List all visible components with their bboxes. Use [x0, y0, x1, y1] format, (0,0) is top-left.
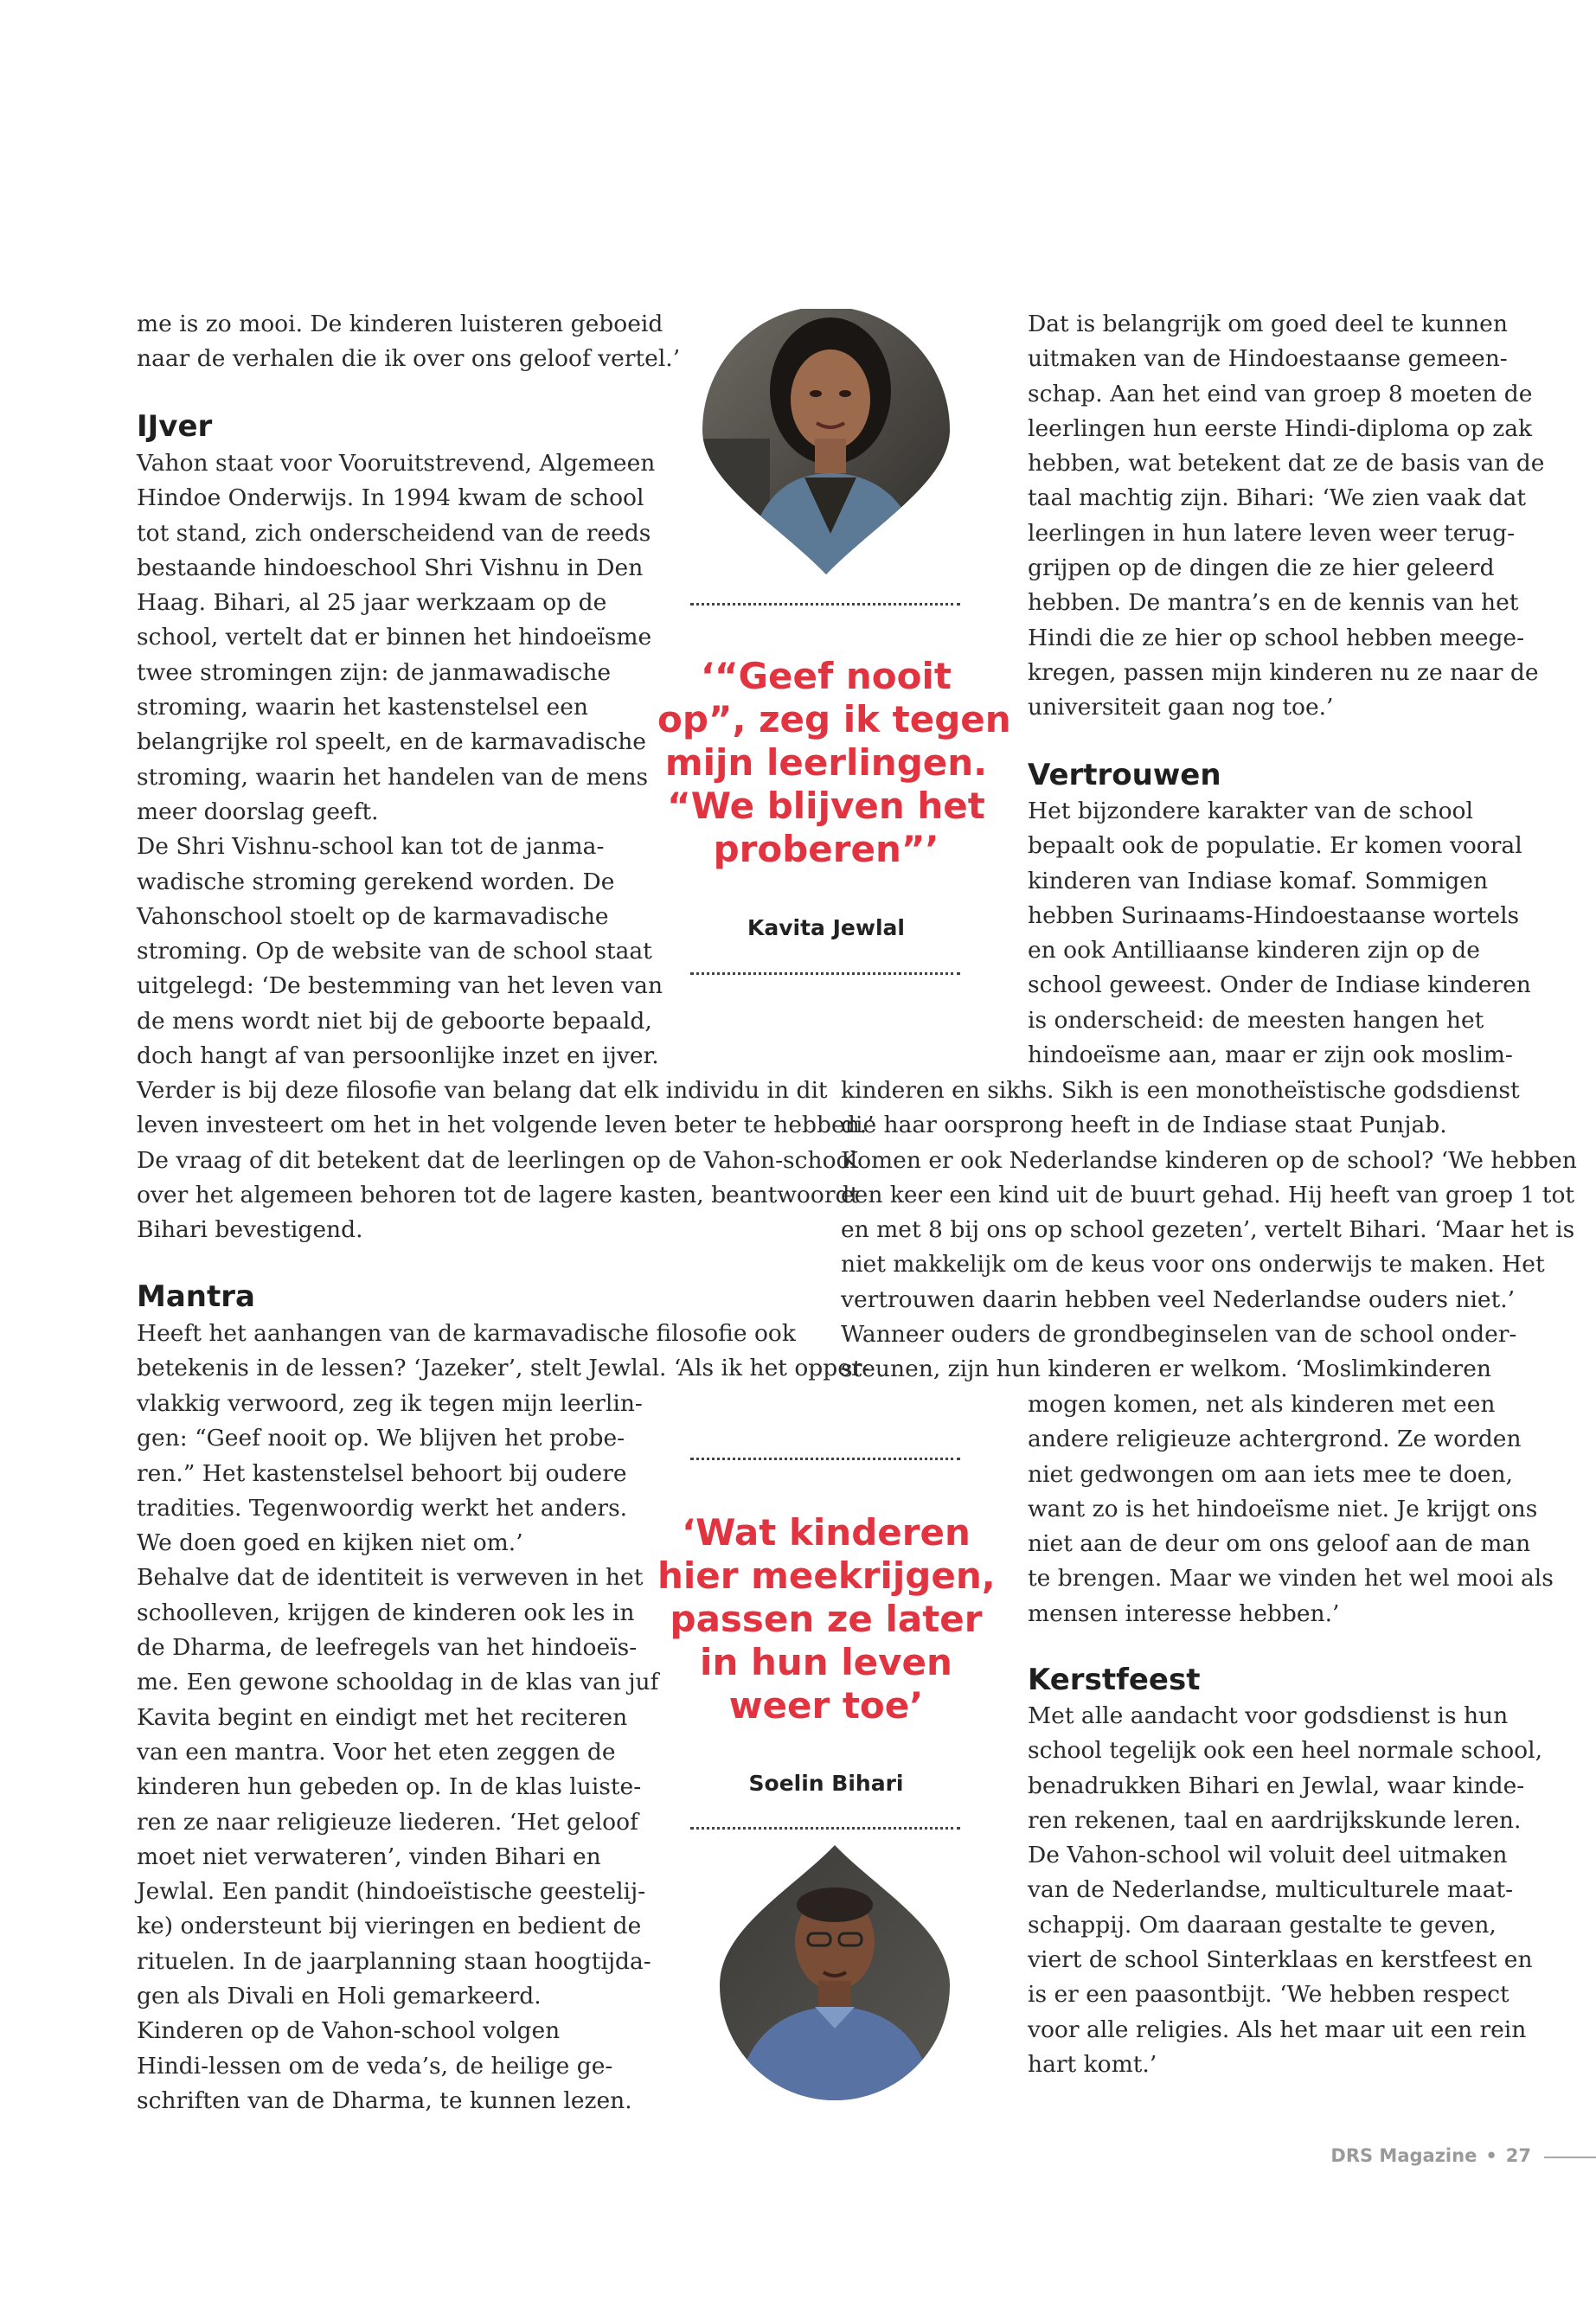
text-line: Vahonschool stoelt op de karmavadische — [137, 902, 609, 930]
text-line: niet gedwongen om aan iets mee te doen, — [1028, 1460, 1513, 1488]
text-line: wadische stroming gerekend worden. De — [137, 868, 615, 895]
text-line: van de Nederlandse, multiculturele maat- — [1028, 1876, 1514, 1904]
text-line: Heeft het aanhangen van de karmavadische filosofie ook — [137, 1320, 796, 1347]
text-line: bestaande hindoeschool Shri Vishnu in Den — [137, 554, 644, 581]
text-line: Dat is belangrijk om goed deel te kunnen — [1028, 311, 1508, 337]
text-line: de mens wordt niet bij de geboorte bepaald, — [137, 1007, 652, 1035]
footer-rule — [1544, 2157, 1596, 2158]
text-line: voor alle religies. Als het maar uit een rein — [1028, 2016, 1527, 2043]
text-line: van een mantra. Voor het eten zeggen de — [137, 1738, 616, 1766]
text-line: hier meekrijgen, — [657, 1554, 996, 1597]
text-line: te brengen. Maar we vinden het wel mooi als — [1028, 1565, 1554, 1593]
col3-intro — [1028, 307, 1544, 726]
text-line: hindoeïsme aan, maar er zijn ook moslim- — [1028, 1042, 1513, 1069]
col3-kerstfeest-text — [1028, 1699, 1542, 2082]
text-line: De vraag of dit betekent dat de leerlingen op de Vahon-school — [137, 1146, 857, 1174]
text-line: niet aan de deur om ons geloof aan de man — [1028, 1530, 1531, 1558]
text-line: ‘Wat kinderen — [682, 1511, 971, 1554]
col1-intro — [137, 307, 680, 377]
col3-vertrouwen-end-text — [1028, 1388, 1554, 1631]
pullquote-1-author: Kavita Jewlal — [747, 915, 905, 940]
text-line: tradities. Tegenwoordig werkt het anders. — [137, 1494, 628, 1522]
text-line: proberen”’ — [713, 828, 939, 870]
text-line: uitgelegd: ‘De bestemming van het leven van — [137, 972, 663, 1000]
text-line: Komen er ook Nederlandse kinderen op de school? ‘We hebben — [841, 1146, 1577, 1174]
text-line: Het bijzondere karakter van de school — [1028, 798, 1473, 824]
text-line: kinderen en sikhs. Sikh is een monotheïstische godsdienst — [841, 1077, 1520, 1104]
text-line: Vahon staat voor Vooruitstrevend, Algemeen — [137, 450, 656, 477]
text-line: die haar oorsprong heeft in de Indiase staat Punjab. — [841, 1112, 1447, 1139]
text-line: Wanneer ouders de grondbeginselen van de school onder- — [841, 1321, 1517, 1349]
text-line: twee stromingen zijn: de janmawadische — [137, 658, 612, 686]
text-line: ke) ondersteunt bij vieringen en bedient de — [137, 1913, 642, 1940]
text-line: Kinderen op de Vahon-school volgen — [137, 2017, 561, 2045]
text-line: naar de verhalen die ik over ons geloof vertel.’ — [137, 345, 681, 373]
text-line: schriften van de Dharma, te kunnen lezen. — [137, 2086, 632, 2114]
text-line: leven investeert om het in het volgende leven beter te hebben.’ — [137, 1112, 875, 1139]
text-line: in hun leven — [700, 1641, 952, 1683]
text-line: Kavita begint en eindigt met het reciteren — [137, 1703, 628, 1731]
text-line: stroming, waarin het handelen van de mens — [137, 763, 649, 791]
text-line: over het algemeen behoren tot de lagere kasten, beantwoordt — [137, 1181, 860, 1208]
text-line: gen: “Geef nooit op. We blijven het probe- — [137, 1425, 625, 1452]
text-line: weer toe’ — [728, 1684, 924, 1727]
heading-vertrouwen: Vertrouwen — [1028, 758, 1221, 792]
pullquote-1 — [657, 655, 1011, 871]
text-line: Hindi-lessen om de veda’s, de heilige ge- — [137, 2052, 613, 2080]
text-line: stroming, waarin het kastenstelsel een — [137, 694, 588, 721]
text-line: school tegelijk ook een heel normale school, — [1028, 1737, 1543, 1765]
portrait-soelin-bihari — [718, 1843, 952, 2102]
text-line: taal machtig zijn. Bihari: ‘We zien vaak dat — [1028, 484, 1527, 512]
text-line: schappij. Om daaraan gestalte te geven, — [1028, 1911, 1497, 1939]
text-line: steunen, zijn hun kinderen er welkom. ‘Moslimkinderen — [841, 1356, 1491, 1383]
text-line: en ook Antilliaanse kinderen zijn op de — [1028, 937, 1480, 965]
text-line: betekenis in de lessen? ‘Jazeker’, stelt Jewlal. ‘Als ik het opper- — [137, 1355, 870, 1382]
divider-dotted — [690, 1827, 960, 1830]
text-line: Met alle aandacht voor godsdienst is hun — [1028, 1702, 1509, 1729]
page-footer — [1330, 2145, 1531, 2166]
text-line: is er een paasontbijt. ‘We hebben respect — [1028, 1981, 1509, 2009]
text-line: Verder is bij deze filosofie van belang dat elk individu in dit — [137, 1077, 828, 1104]
text-line: een keer een kind uit de buurt gehad. Hij heeft van groep 1 tot — [841, 1181, 1575, 1208]
col3-vertrouwen-text — [1028, 794, 1531, 1073]
text-line: mogen komen, net als kinderen met een — [1028, 1391, 1496, 1418]
text-line: benadrukken Bihari en Jewlal, waar kinde- — [1028, 1772, 1525, 1799]
text-line: schap. Aan het eind van groep 8 moeten de — [1028, 380, 1533, 407]
text-line: want zo is het hindoeïsme niet. Je krijgt ons — [1028, 1495, 1538, 1522]
text-line: doch hangt af van persoonlijke inzet en ijver. — [137, 1042, 659, 1070]
text-line: op”, zeg ik tegen — [657, 698, 1011, 740]
text-line: universiteit gaan nog toe.’ — [1028, 694, 1334, 721]
text-line: belangrijke rol speelt, en de karmavadische — [137, 728, 646, 756]
text-line: mijn leerlingen. — [664, 741, 988, 784]
text-line: ren ze naar religieuze liederen. ‘Het geloof — [137, 1808, 638, 1836]
text-line: Hindoe Onderwijs. In 1994 kwam de school — [137, 484, 644, 512]
text-line: kregen, passen mijn kinderen nu ze naar de — [1028, 658, 1539, 686]
pullquote-2-author: Soelin Bihari — [748, 1771, 904, 1796]
text-line: De Shri Vishnu-school kan tot de janma- — [137, 833, 605, 861]
text-line: mensen interesse hebben.’ — [1028, 1599, 1340, 1627]
heading-ijver: IJver — [137, 409, 213, 444]
text-line: stroming. Op de website van de school staat — [137, 938, 652, 965]
heading-kerstfeest: Kerstfeest — [1028, 1663, 1201, 1697]
text-line: meer doorslag geeft. — [137, 798, 379, 825]
text-line: Behalve dat de identiteit is verweven in het — [137, 1564, 644, 1592]
text-line: me is zo mooi. De kinderen luisteren geboeid — [137, 311, 663, 337]
text-line: ren rekenen, taal en aardrijkskunde leren. — [1028, 1806, 1522, 1834]
divider-dotted — [690, 603, 960, 606]
divider-dotted — [690, 1458, 960, 1460]
divider-dotted — [690, 972, 960, 975]
text-line: Bihari bevestigend. — [137, 1216, 363, 1244]
footer-page-number: 27 — [1505, 2145, 1531, 2166]
text-line: We doen goed en kijken niet om.’ — [137, 1529, 523, 1557]
text-line: me. Een gewone schooldag in de klas van juf — [137, 1669, 659, 1696]
text-line: andere religieuze achtergrond. Ze worden — [1028, 1426, 1522, 1453]
text-line: school, vertelt dat er binnen het hindoeïsme — [137, 624, 652, 651]
col1-ijver-wide-text — [137, 1074, 875, 1247]
heading-mantra: Mantra — [137, 1279, 255, 1314]
text-line: vlakkig verwoord, zeg ik tegen mijn leerlin- — [137, 1390, 643, 1417]
text-line: school geweest. Onder de Indiase kinderen — [1028, 971, 1531, 999]
pullquote-2 — [657, 1511, 995, 1727]
text-line: vertrouwen daarin hebben veel Nederlandse ouders niet.’ — [841, 1285, 1516, 1313]
portrait-kavita-jewlal — [701, 309, 952, 577]
text-line: kinderen hun gebeden op. In de klas luiste- — [137, 1773, 642, 1801]
text-line: tot stand, zich onderscheidend van de reeds — [137, 519, 651, 547]
text-line: Hindi die ze hier op school hebben meege- — [1028, 624, 1525, 651]
text-line: moet niet verwateren’, vinden Bihari en — [137, 1843, 601, 1870]
text-line: hebben. De mantra’s en de kennis van het — [1028, 589, 1519, 617]
text-line: uitmaken van de Hindoestaanse gemeen- — [1028, 345, 1508, 373]
text-line: hebben Surinaams-Hindoestaanse wortels — [1028, 901, 1520, 929]
text-line: gen als Divali en Holi gemarkeerd. — [137, 1983, 542, 2010]
text-line: “We blijven het — [667, 785, 985, 827]
text-line: kinderen van Indiase komaf. Sommigen — [1028, 867, 1489, 894]
text-line: De Vahon-school wil voluit deel uitmaken — [1028, 1842, 1508, 1869]
text-line: passen ze later — [670, 1598, 983, 1640]
col1-mantra-text — [137, 1387, 658, 2118]
text-line: Jewlal. Een pandit (hindoeïstische geestelij- — [137, 1878, 646, 1906]
text-line: Haag. Bihari, al 25 jaar werkzaam op de — [137, 589, 607, 617]
text-line: is onderscheid: de meesten hangen het — [1028, 1006, 1484, 1034]
text-line: de Dharma, de leefregels van het hindoeïs- — [137, 1634, 638, 1662]
text-line: grijpen op de dingen die ze hier geleerd — [1028, 554, 1495, 582]
text-line: schoolleven, krijgen de kinderen ook les in — [137, 1599, 635, 1626]
text-line: bepaalt ook de populatie. Er komen vooral — [1028, 832, 1522, 860]
text-line: ren.” Het kastenstelsel behoort bij oudere — [137, 1459, 627, 1487]
col1-ijver-text — [137, 446, 663, 1074]
text-line: leerlingen hun eerste Hindi-diploma op zak — [1028, 414, 1533, 442]
text-line: en met 8 bij ons op school gezeten’, vertelt Bihari. ‘Maar het is — [841, 1216, 1575, 1244]
text-line: niet makkelijk om de keus voor ons onderwijs te maken. Het — [841, 1251, 1545, 1279]
col1-mantra-wide-text — [137, 1317, 870, 1387]
footer-magazine: DRS Magazine — [1330, 2145, 1477, 2166]
col3-vertrouwen-wide-text — [841, 1074, 1577, 1388]
text-line: ‘“Geef nooit — [701, 655, 952, 697]
text-line: hebben, wat betekent dat ze de basis van de — [1028, 450, 1545, 478]
footer-separator: • — [1485, 2145, 1497, 2166]
text-line: rituelen. In de jaarplanning staan hoogtijda- — [137, 1947, 651, 1975]
text-line: leerlingen in hun latere leven weer terug- — [1028, 519, 1516, 547]
text-line: viert de school Sinterklaas en kerstfeest en — [1028, 1946, 1533, 1974]
text-line: hart komt.’ — [1028, 2050, 1157, 2078]
